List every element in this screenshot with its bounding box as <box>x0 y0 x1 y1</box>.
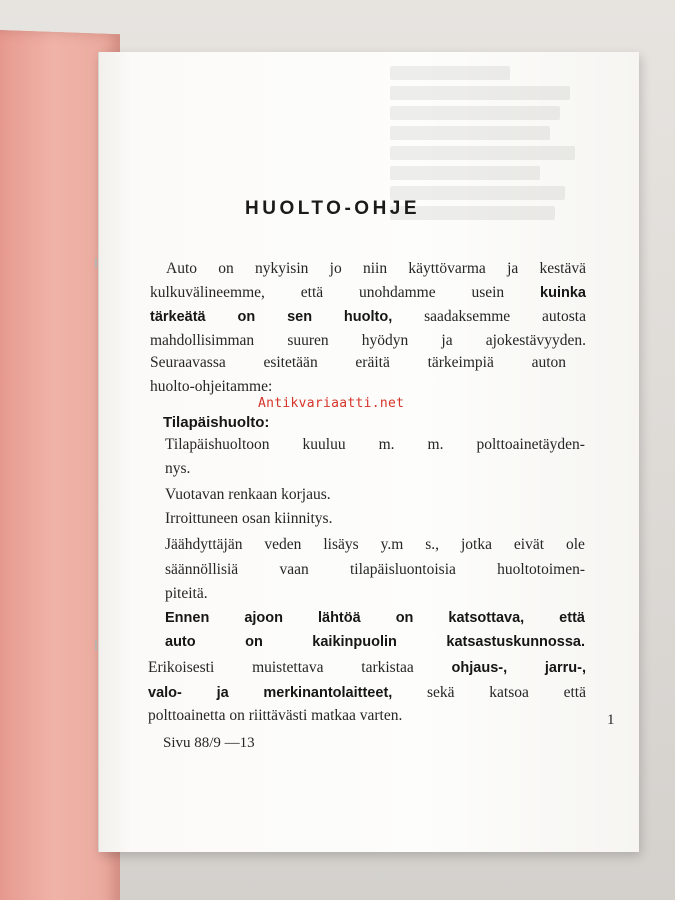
text-span: huolto-ohjeitamme: <box>150 378 273 395</box>
page-footer: Sivu 88/9 —13 <box>163 735 255 751</box>
bold-text: katsastuskunnossa. <box>446 634 585 650</box>
bold-text: kuinka <box>540 285 586 301</box>
text-span: Jäähdyttäjän <box>165 536 243 553</box>
text-span: jotka <box>460 536 492 553</box>
text-span: muistettava <box>252 659 324 676</box>
bold-text: jarru-, <box>544 660 586 676</box>
text-line <box>165 459 225 479</box>
text-span: polttoainetäyden- <box>476 436 585 453</box>
text-span: nykyisin <box>255 260 309 277</box>
text-line <box>150 353 566 373</box>
text-span: säännöllisiä <box>165 561 239 578</box>
bold-text: sen <box>287 309 313 325</box>
text-span: m. <box>427 436 444 453</box>
document-title: HUOLTO-OHJE <box>245 198 421 219</box>
text-line <box>165 485 415 505</box>
bold-text: ohjaus-, <box>451 660 508 676</box>
text-span: Erikoisesti <box>148 659 215 676</box>
section-heading: Tilapäishuolto: <box>163 414 270 431</box>
staple-mark <box>95 258 103 268</box>
text-line <box>165 584 245 604</box>
text-span: eräitä <box>355 354 390 371</box>
text-line <box>165 608 585 628</box>
text-span: lisäys <box>323 536 359 553</box>
text-span: autosta <box>542 308 586 325</box>
text-span: jo <box>329 260 342 277</box>
bold-text: ajoon <box>244 610 283 626</box>
bold-text: kaikinpuolin <box>312 634 397 650</box>
bold-text: merkinantolaitteet, <box>263 685 393 701</box>
text-span: että <box>563 684 586 701</box>
bold-text: tärkeätä <box>150 309 206 325</box>
text-span: Vuotavan renkaan korjaus. <box>165 486 331 503</box>
text-line <box>165 435 585 455</box>
text-line <box>148 658 586 678</box>
text-span: y.m <box>380 536 404 553</box>
bold-text: auto <box>165 634 196 650</box>
bold-text: ja <box>216 685 229 701</box>
text-line <box>150 283 586 303</box>
text-span: Tilapäishuoltoon <box>165 436 270 453</box>
bold-text: valo- <box>148 685 182 701</box>
text-span: käyttövarma <box>408 260 486 277</box>
text-span: Seuraavassa <box>150 354 226 371</box>
text-line <box>165 509 405 529</box>
text-span: unohdamme <box>359 284 436 301</box>
text-span: niin <box>362 260 388 277</box>
text-span: vaan <box>279 561 309 578</box>
bold-text: on <box>237 309 256 325</box>
text-span: veden <box>264 536 302 553</box>
text-line <box>165 535 585 555</box>
text-span: auton <box>531 354 566 371</box>
text-span: ajokestävyyden. <box>485 332 586 349</box>
text-span: mahdollisimman <box>150 332 255 349</box>
text-span: tilapäisluontoisia <box>349 561 456 578</box>
text-span: kestävä <box>539 260 586 277</box>
text-span: ja <box>507 260 519 277</box>
text-span: katsoa <box>489 684 529 701</box>
text-span: saadaksemme <box>424 308 511 325</box>
bold-text: lähtöä <box>317 610 361 626</box>
text-span: Auto <box>166 260 197 277</box>
bold-text: on <box>245 634 263 650</box>
text-span: että <box>300 284 324 301</box>
text-span: piteitä. <box>165 585 208 602</box>
text-span: Irroittuneen osan kiinnitys. <box>165 510 333 527</box>
text-span: nys. <box>165 460 191 477</box>
text-span: kulkuvälineemme, <box>150 284 265 301</box>
text-span: m. <box>378 436 395 453</box>
text-span: on <box>218 260 234 277</box>
text-span: huoltotoimen- <box>497 561 585 578</box>
text-span: sekä <box>427 684 455 701</box>
text-line <box>166 259 586 279</box>
text-line <box>148 683 586 703</box>
text-line <box>150 307 586 327</box>
text-span: hyödyn <box>361 332 409 349</box>
text-line <box>165 560 585 580</box>
watermark: Antikvariaatti.net <box>258 396 405 411</box>
text-span: s., <box>425 536 440 553</box>
text-span: suuren <box>287 332 329 349</box>
text-span: tarkistaa <box>361 659 414 676</box>
bold-text: on <box>395 610 414 626</box>
text-span: ole <box>565 536 585 553</box>
bold-text: katsottava, <box>448 610 525 626</box>
text-span: esitetään <box>263 354 318 371</box>
text-span: tärkeimpiä <box>427 354 494 371</box>
text-line <box>150 377 350 397</box>
bold-text: huolto, <box>343 309 393 325</box>
text-span: ja <box>441 332 453 349</box>
text-line <box>150 331 586 351</box>
text-line <box>148 706 508 726</box>
staple-mark <box>95 640 103 650</box>
text-span: polttoainetta on riittävästi matkaa varten. <box>148 707 403 724</box>
text-span: eivät <box>513 536 545 553</box>
text-line <box>165 632 585 652</box>
page-number: 1 <box>607 712 615 728</box>
bold-text: että <box>559 610 585 626</box>
text-span: kuuluu <box>302 436 346 453</box>
bold-text: Ennen <box>165 610 210 626</box>
text-span: usein <box>471 284 505 301</box>
